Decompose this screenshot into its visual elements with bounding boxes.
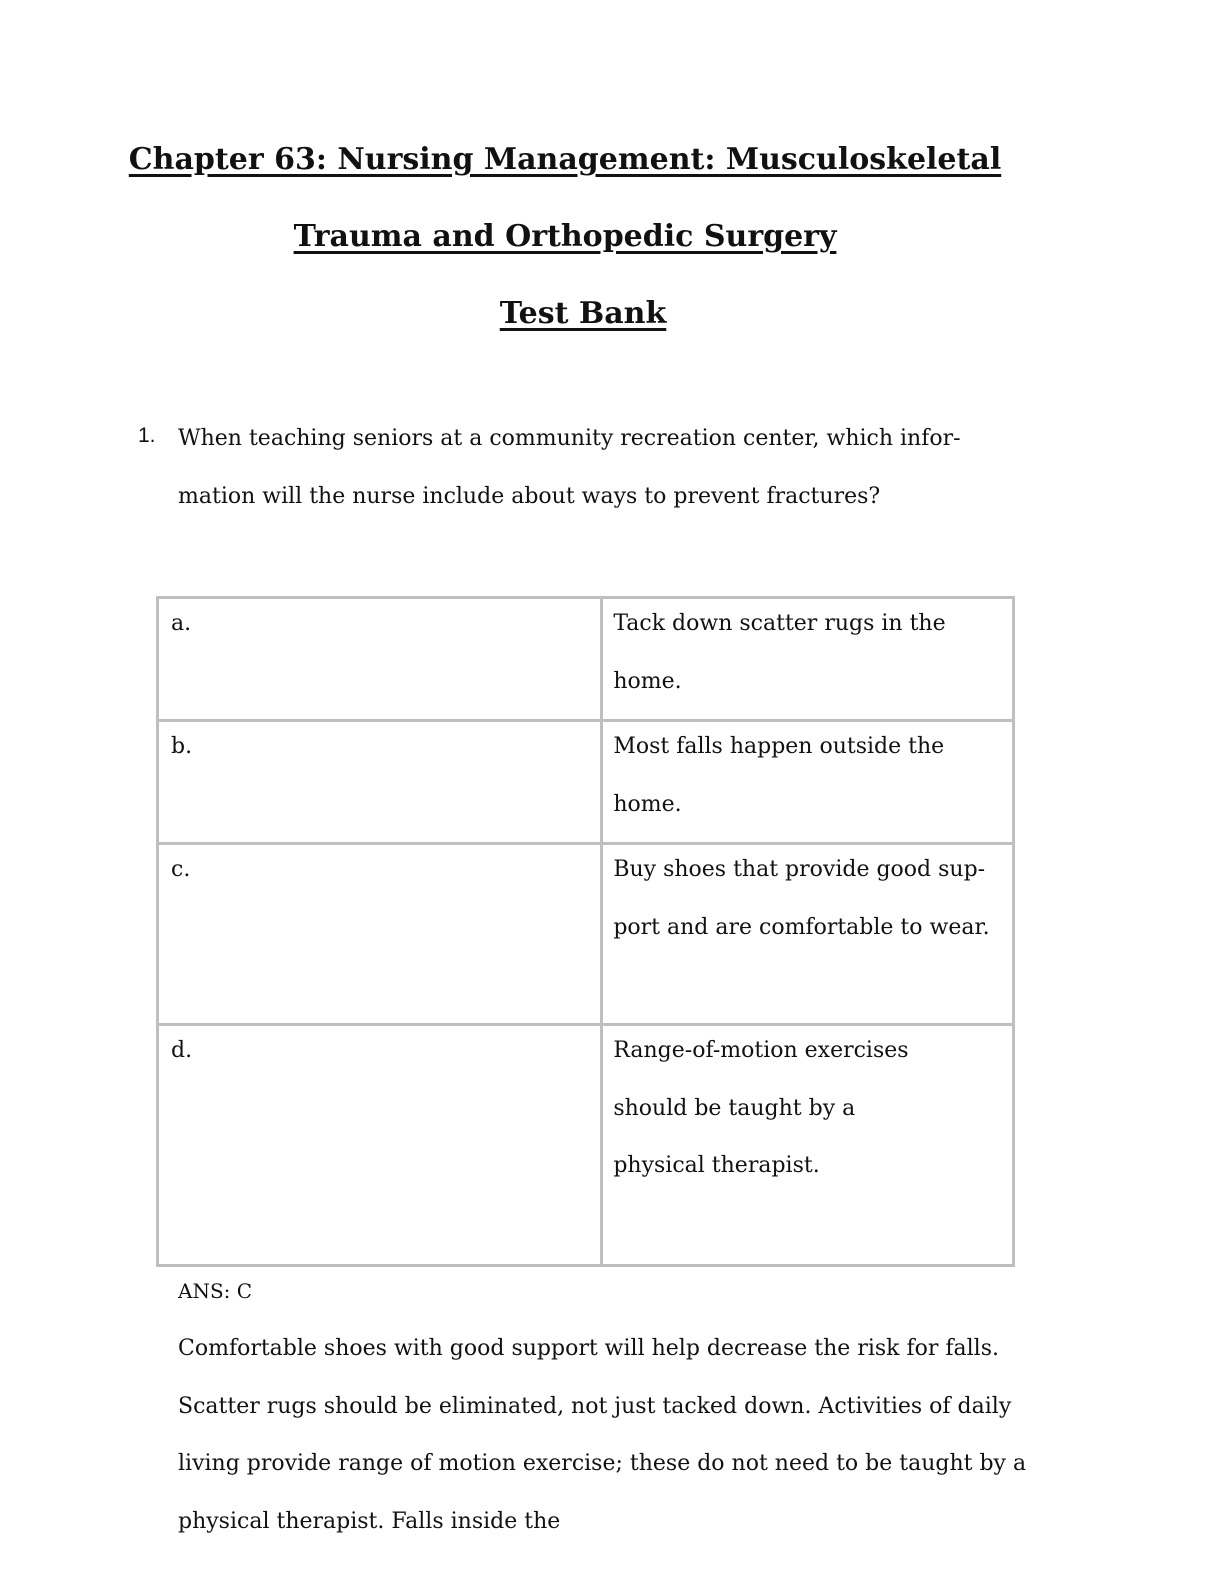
- option-text: Buy shoes that provide good sup- port and are comfortable to wear.: [602, 844, 1014, 1025]
- chapter-title-line-2: Trauma and Orthopedic Surgery: [293, 219, 837, 254]
- question-number: 1.: [138, 424, 156, 447]
- option-letter: a.: [158, 598, 602, 721]
- option-row: [158, 721, 1014, 844]
- option-row: [158, 598, 1014, 721]
- chapter-title-line-3: Test Bank: [499, 296, 667, 331]
- option-text: Range-of-motion exercises should be taught by a physical therapist.: [602, 1025, 1014, 1266]
- option-text: Tack down scatter rugs in the home.: [602, 598, 1014, 721]
- chapter-title-line-1: Chapter 63: Nursing Management: Musculoskeletal: [128, 142, 1002, 177]
- rationale: Comfortable shoes with good support will help decrease the risk for falls. Scatter rugs should be eliminated, not just tacked down. Activities of daily living provide range of motion exercise; these do not need to be taught by a physical therapist. Falls inside the: [178, 1336, 1027, 1534]
- option-letter: b.: [158, 721, 602, 844]
- option-row: [158, 1025, 1014, 1266]
- option-letter: c.: [158, 844, 602, 1025]
- answer: ANS: C: [178, 1279, 253, 1303]
- option-letter: d.: [158, 1025, 602, 1266]
- option-row: [158, 844, 1014, 1025]
- options-table: [156, 596, 1015, 1267]
- question-text: When teaching seniors at a community recreation center, which infor- mation will the nurse include about ways to prevent fractures?: [178, 426, 961, 509]
- option-text: Most falls happen outside the home.: [602, 721, 1014, 844]
